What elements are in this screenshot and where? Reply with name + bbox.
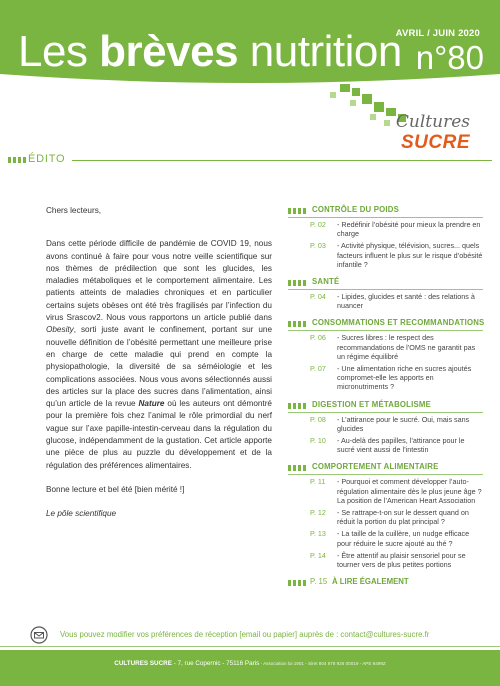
toc-heading: COMPORTEMENT ALIMENTAIRE: [312, 462, 439, 472]
toc-heading: CONSOMMATIONS ET RECOMMANDATIONS: [312, 318, 485, 328]
toc-item[interactable]: P. 08 - L’attirance pour le sucré. Oui, mais sans glucides: [310, 414, 470, 433]
issue-date: AVRIL / JUIN 2020: [395, 28, 480, 39]
header-banner: [0, 0, 500, 84]
toc-item[interactable]: P. 10 - Au-delà des papilles, l’attirance pour le sucré vient aussi de l’intestin: [310, 436, 465, 455]
footer-divider: [0, 646, 500, 647]
toc-item[interactable]: P. 07 - Une alimentation riche en sucres ajoutés compromet-elle les apports en micronutriments ?: [310, 364, 472, 392]
footer-bar: [0, 650, 500, 686]
toc-item[interactable]: P. 04 - Lipides, glucides et santé : des relations à nuancer: [310, 292, 475, 311]
toc-section: [288, 400, 483, 455]
toc-also-read[interactable]: P. 15 À LIRE ÉGALEMENT: [288, 577, 483, 589]
toc-section: [288, 205, 483, 269]
edito-paragraph: Dans cette période difficile de pandémie de COVID 19, nous avons continué à faire pour vous notre veille scientifique sur nos thèmes de prédilection que sont les glucides, les maladies métaboliques et le comportement alimentaire. Les patients atteints de maladies chroniques et en particulier certains sujets obèses ont été très fragilisés par l’infection du virus Srascov2. Nous vous rapportons un article publié dans Obesity, sorti juste avant le confinement, portant sur une nouvelle définition de l’obésité permettant une meilleure prise en charge de cette maladie qui prend en compte la physiopathologie, la diversité de sa séméiologie et les complications associées. Nous vous avons sélectionnés aussi des articles sur la place des sucres dans l’alimentation, ainsi qu’un article de la revue Nature où les auteurs ont démontré pour la première fois chez l’animal le rôle primordial du nerf vague sur l’axe papille-intestin-cerveau dans la régulation du glucose, indépendamment de la gustation. Cet article apporte une pièce de plus au puzzle du développement et de la régulation des préférences alimentaires.: [46, 239, 272, 470]
toc-item[interactable]: P. 03 - Activité physique, télévision, sucres... quels facteurs influent le plus sur le risque d’obésité infantile ?: [310, 241, 483, 269]
edito-text: [46, 205, 272, 521]
edito-label: ÉDITO: [28, 153, 66, 165]
toc-item[interactable]: P. 11 - Pourquoi et comment développer l’auto-régulation alimentaire dès le plus jeune âge ? La position de l’American Heart Association: [310, 477, 482, 505]
toc-section: [288, 462, 483, 569]
toc-heading: DIGESTION ET MÉTABOLISME: [312, 399, 432, 409]
issue-number: n°80: [415, 39, 484, 76]
envelope-icon: [30, 626, 48, 644]
preferences-message: Vous pouvez modifier vos préférences de réception [email ou papier] auprès de : contact@cultures-sucre.fr: [60, 630, 430, 639]
closing: Bonne lecture et bel été [bien mérité !]: [46, 484, 185, 494]
toc-item[interactable]: P. 02 - Redéfinir l’obésité pour mieux la prendre en charge: [310, 220, 481, 239]
newsletter-title: Les brèves nutrition: [18, 27, 402, 76]
toc-heading: SANTÉ: [312, 277, 340, 287]
greeting: Chers lecteurs,: [46, 206, 102, 215]
edito-divider: [72, 160, 492, 161]
section-marker: [8, 157, 26, 163]
table-of-contents: [288, 205, 483, 589]
cultures-sucre-logo: Cultures SUCRE: [395, 112, 470, 153]
signature: Le pôle scientifique: [46, 509, 117, 519]
toc-item[interactable]: P. 14 - Être attentif au plaisir sensoriel pour se tourner vers de plus petites portions: [310, 550, 466, 570]
toc-heading: CONTRÔLE DU POIDS: [312, 205, 400, 214]
toc-section: [288, 277, 483, 310]
toc-item[interactable]: P. 13 - La taille de la cuillère, un nudge efficace pour réduire le sucre ajouté au thé ?: [310, 529, 470, 548]
toc-item[interactable]: P. 06 - Sucres libres : le respect des recommandations de l’OMS ne garantit pas un régime équilibré: [310, 333, 476, 361]
toc-item[interactable]: P. 12 - Se rattrape-t-on sur le dessert quand on réduit la portion du plat principal ?: [310, 508, 469, 527]
toc-section: [288, 318, 483, 391]
footer-address: CULTURES SUCRE - 7, rue Copernic - 75116 Paris - Association loi 1901 - Siret 804 978 926 00019 - APE 9499Z: [114, 660, 386, 667]
